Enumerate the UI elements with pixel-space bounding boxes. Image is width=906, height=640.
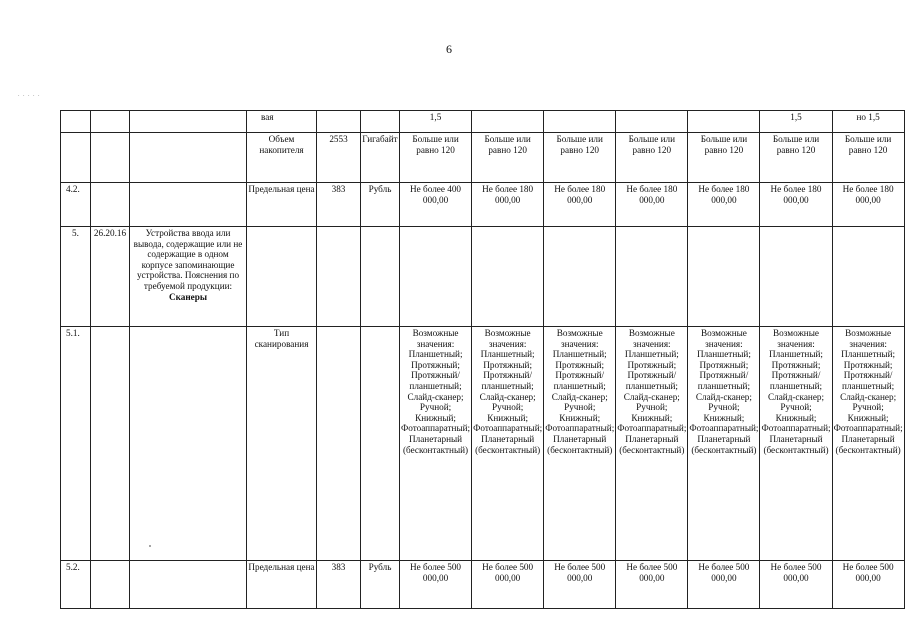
- value-cell: Не более 500 000,00: [832, 561, 904, 609]
- value-cell: Возможные значения: Планшетный; Протяжный; Протяжный/планшетный; Слайд-сканер; Ручной; Книжный; Фотоаппаратный; Планетарный (бесконтактный): [400, 327, 472, 561]
- okei-code: 2553: [317, 133, 361, 183]
- requirements-table: [60, 110, 905, 609]
- product-description: [130, 227, 247, 327]
- value-cell: Не более 500 000,00: [688, 561, 760, 609]
- okpd-code: 26.20.16: [91, 227, 130, 327]
- characteristic-name: Тип сканирования: [247, 327, 317, 561]
- okei-code: 383: [317, 183, 361, 227]
- table-row: [61, 183, 905, 227]
- value-cell: Возможные значения: Планшетный; Протяжный; Протяжный/планшетный; Слайд-сканер; Ручной; Книжный; Фотоаппаратный; Планетарный (бесконтактный): [688, 327, 760, 561]
- okei-code: 383: [317, 561, 361, 609]
- value-cell: Не более 500 000,00: [760, 561, 832, 609]
- value-cell: Не более 180 000,00: [472, 183, 544, 227]
- table-row: [61, 227, 905, 327]
- row-number: 5.1.: [61, 327, 91, 561]
- value-cell: 1,5: [400, 111, 472, 133]
- value-cell: Возможные значения: Планшетный; Протяжный; Протяжный/планшетный; Слайд-сканер; Ручной; Книжный; Фотоаппаратный; Планетарный (бесконтактный): [832, 327, 904, 561]
- characteristic-name: Объем накопителя: [247, 133, 317, 183]
- characteristic-name: Предельная цена: [247, 183, 317, 227]
- value-cell: 1,5: [760, 111, 832, 133]
- row-number: 5.2.: [61, 561, 91, 609]
- value-cell: Не более 500 000,00: [616, 561, 688, 609]
- value-cell: Не более 180 000,00: [616, 183, 688, 227]
- value-cell: Не более 180 000,00: [688, 183, 760, 227]
- value-cell: Больше или равно 120: [472, 133, 544, 183]
- value-cell: Возможные значения: Планшетный; Протяжный; Протяжный/планшетный; Слайд-сканер; Ручной; Книжный; Фотоаппаратный; Планетарный (бесконтактный): [544, 327, 616, 561]
- value-cell: но 1,5: [832, 111, 904, 133]
- value-cell: Больше или равно 120: [688, 133, 760, 183]
- row-number: 4.2.: [61, 183, 91, 227]
- corner-marks: . . . . .: [18, 92, 41, 98]
- value-cell: Возможные значения: Планшетный; Протяжный; Протяжный/планшетный; Слайд-сканер; Ручной; Книжный; Фотоаппаратный; Планетарный (бесконтактный): [472, 327, 544, 561]
- value-cell: Больше или равно 120: [400, 133, 472, 183]
- value-cell: Не более 180 000,00: [760, 183, 832, 227]
- value-cell: Не более 500 000,00: [544, 561, 616, 609]
- unit-name: Рубль: [361, 183, 400, 227]
- page-number: 6: [446, 42, 452, 56]
- table-row: [61, 133, 905, 183]
- value-cell: Не более 500 000,00: [472, 561, 544, 609]
- value-cell: Не более 180 000,00: [544, 183, 616, 227]
- characteristic-name: Предельная цена: [247, 561, 317, 609]
- value-cell: Больше или равно 120: [544, 133, 616, 183]
- description-bold: Сканеры: [168, 291, 208, 302]
- table-row: [61, 111, 905, 133]
- description-text: Устройства ввода или вывода, содержащие или не содержащие в одном корпусе запоминающие устройства. Пояснения по требуемой продукции:: [133, 228, 243, 291]
- value-cell: Больше или равно 120: [832, 133, 904, 183]
- value-cell: Больше или равно 120: [760, 133, 832, 183]
- row-number: 5.: [61, 227, 91, 327]
- table-row: [61, 327, 905, 561]
- value-cell: Больше или равно 120: [616, 133, 688, 183]
- value-cell: Возможные значения: Планшетный; Протяжный; Протяжный/планшетный; Слайд-сканер; Ручной; Книжный; Фотоаппаратный; Планетарный (бесконтактный): [760, 327, 832, 561]
- value-cell: Не более 500 000,00: [400, 561, 472, 609]
- table-row: [61, 561, 905, 609]
- value-cell: Возможные значения: Планшетный; Протяжный; Протяжный/планшетный; Слайд-сканер; Ручной; Книжный; Фотоаппаратный; Планетарный (бесконтактный): [616, 327, 688, 561]
- characteristic-name: вая: [247, 111, 317, 133]
- unit-name: Рубль: [361, 561, 400, 609]
- unit-name: Гигабайт: [361, 133, 400, 183]
- value-cell: Не более 400 000,00: [400, 183, 472, 227]
- value-cell: Не более 180 000,00: [832, 183, 904, 227]
